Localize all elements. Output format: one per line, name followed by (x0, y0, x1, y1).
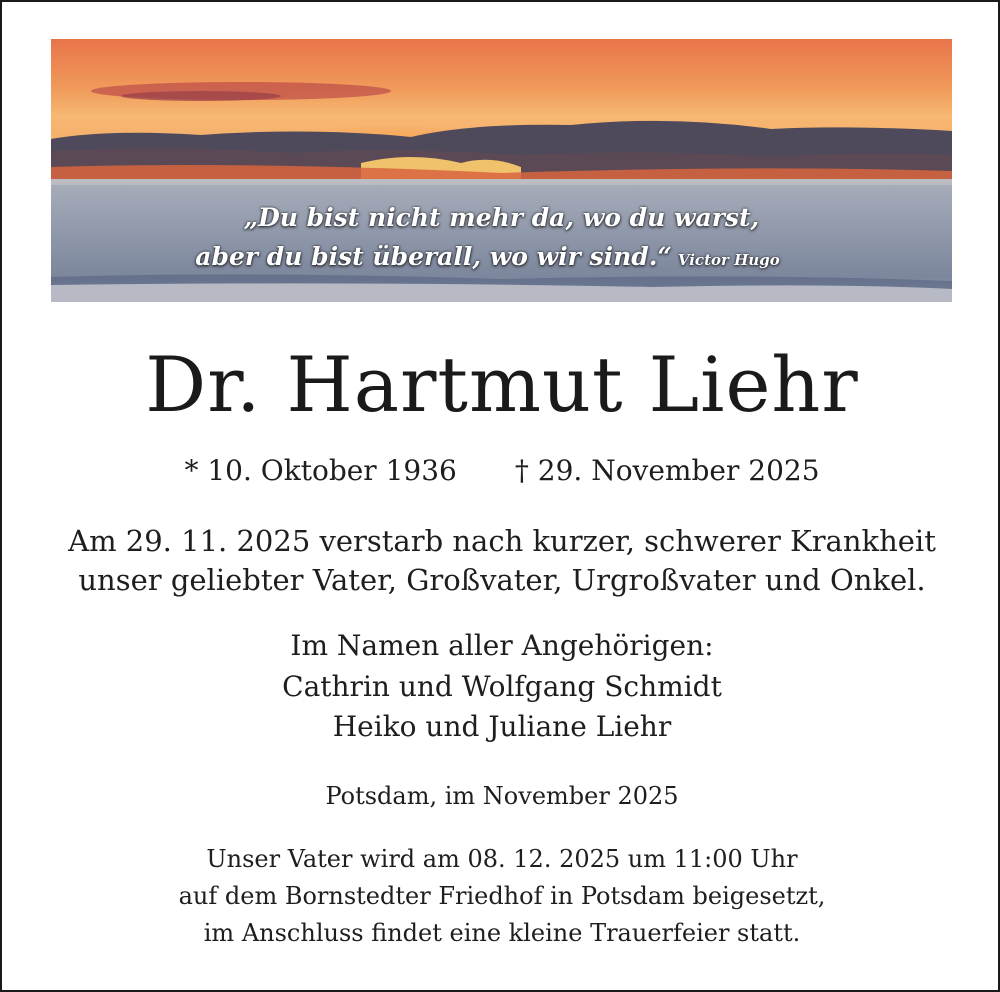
quote-line-2-text: aber du bist überall, wo wir sind.“ (195, 242, 672, 271)
quote-author: Victor Hugo (677, 251, 780, 269)
birth-date: * 10. Oktober 1936 (184, 454, 457, 487)
quote-line-2 (51, 242, 938, 271)
life-dates (2, 454, 1000, 487)
deceased-name: Dr. Hartmut Liehr (145, 340, 859, 429)
funeral-line-3: im Anschluss findet eine kleine Trauerfeier statt. (203, 919, 801, 947)
mourners-intro: Im Namen aller Angehörigen: (290, 629, 714, 662)
sunset-sea-photo (51, 39, 952, 302)
announcement-line-2: unser geliebter Vater, Großvater, Urgroßvater und Onkel. (78, 563, 926, 597)
funeral-line-2: auf dem Bornstedter Friedhof in Potsdam beigesetzt, (178, 882, 826, 910)
death-date: † 29. November 2025 (514, 454, 820, 487)
mourner-family-2: Heiko und Juliane Liehr (332, 710, 672, 743)
place-date: Potsdam, im November 2025 (325, 782, 679, 810)
funeral-line-1: Unser Vater wird am 08. 12. 2025 um 11:00 Uhr (206, 845, 798, 873)
mourner-family-1: Cathrin und Wolfgang Schmidt (282, 670, 722, 703)
announcement-line-1: Am 29. 11. 2025 verstarb nach kurzer, schwerer Krankheit (68, 524, 936, 558)
quote-line-1: „Du bist nicht mehr da, wo du warst, (243, 203, 760, 232)
